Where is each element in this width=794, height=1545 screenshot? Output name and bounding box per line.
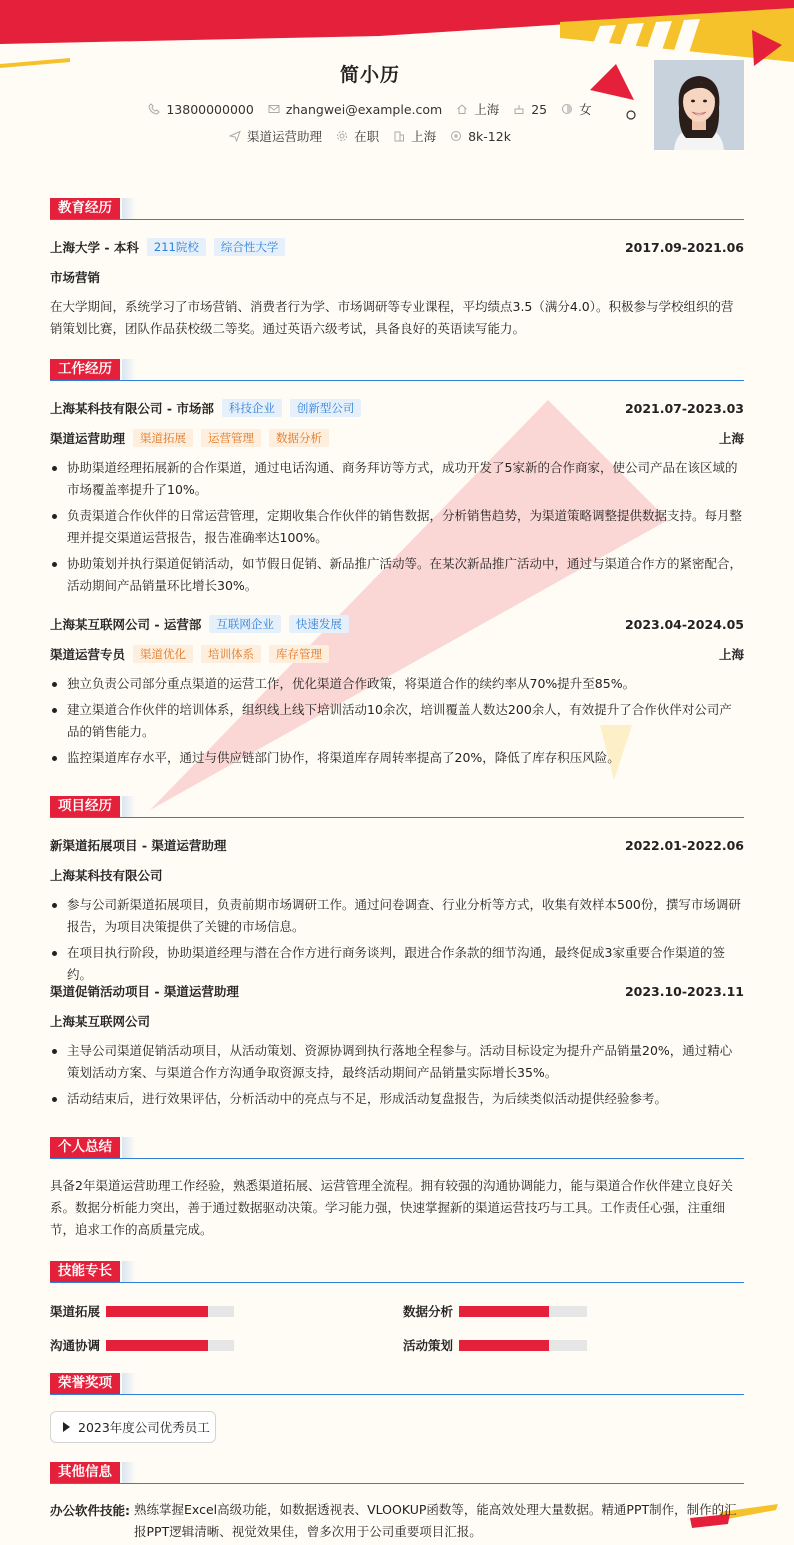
skill-item [50,1336,234,1354]
candidate-name: 简小历 [339,64,400,86]
list-item: 协助策划并执行渠道促销活动，如节假日促销、新品推广活动等。在某次新品推广活动中，通过与渠道合作方的紧密配合，活动期间产品销量环比增长30%。 [50,553,744,597]
gear-icon [336,130,348,142]
company-tag: 科技企业 [222,399,282,417]
skill-item [50,1302,234,1320]
section-title-tail [122,359,136,380]
job-duties-list [50,673,744,773]
section-title: 技能专长 [50,1261,120,1282]
other-section [50,1462,744,1484]
section-header [50,359,744,381]
school-tag: 211院校 [147,238,206,256]
job-role: 渠道运营助理 [50,431,126,446]
award-item[interactable] [50,1411,216,1443]
company-tag: 互联网企业 [209,615,281,633]
project-company: 上海某互联网公司 [50,1014,151,1029]
job-city: 上海 [718,647,744,662]
skill-level-bar [459,1340,587,1351]
education-header-row [50,238,744,256]
project-name: 新渠道拓展项目 - 渠道运营助理 [50,838,227,853]
target-city-info [393,127,436,145]
list-item: 主导公司渠道促销活动项目，从活动策划、资源协调到执行落地全程参与。活动目标设定为提升产品销量20%，通过精心策划活动方案、与渠道合作方沟通争取资源支持，最终活动期间产品销量实际增长35%。 [50,1040,744,1084]
skill-name: 渠道拓展 [50,1304,101,1319]
section-header [50,1373,744,1395]
major-row [50,268,744,286]
projects-section [50,796,744,818]
section-header [50,796,744,818]
status-text: 在职 [354,129,380,144]
section-title: 其他信息 [50,1462,120,1483]
job-intent-row [50,127,690,145]
section-title: 项目经历 [50,796,120,817]
list-item: 在项目执行阶段，协助渠道经理与潜在合作方进行商务谈判，跟进合作条款的细节沟通，最终促成3家重要合作渠道的签约。 [50,942,744,986]
section-title-tail [122,796,136,817]
other-text: 熟练掌握Excel高级功能，如数据透视表、VLOOKUP函数等，能高效处理大量数据。精通PPT制作，制作的汇报PPT逻辑清晰、视觉效果佳，曾多次用于公司重要项目汇报。 [134,1502,737,1539]
job-role-row [50,429,744,447]
skill-name: 数据分析 [403,1304,454,1319]
target-job-text: 渠道运营助理 [247,129,323,144]
section-title: 荣誉奖项 [50,1373,120,1394]
job-period: 2021.07-2023.03 [624,400,744,416]
building-icon [393,130,405,142]
job-company-row [50,615,744,633]
project-duties-list [50,894,744,990]
project-header-row [50,982,744,1000]
list-item: 监控渠道库存水平，通过与供应链部门协作，将渠道库存周转率提高了20%，降低了库存积压风险。 [50,747,744,769]
skills-section [50,1261,744,1283]
role-tag: 培训体系 [201,645,261,663]
skill-level-fill [106,1340,208,1351]
job-role: 渠道运营专员 [50,647,126,662]
section-title-tail [122,1462,136,1483]
phone-text: 13800000000 [166,101,254,117]
target-job-info [229,127,322,145]
salary-text: 8k-12k [468,128,511,144]
hometown-text: 上海 [474,102,500,117]
skill-level-fill [459,1340,549,1351]
mail-icon [268,103,280,115]
education-description: 在大学期间，系统学习了市场营销、消费者行为学、市场调研等专业课程，平均绩点3.5（满分4.0）。积极参与学校组织的营销策划比赛，团队作品获校级二等奖。通过英语六级考试，具备良好的英语读写能力。 [50,299,734,336]
cake-icon [513,103,525,115]
education-section [50,198,744,220]
section-title: 个人总结 [50,1137,120,1158]
major-name: 市场营销 [50,270,101,285]
job-company-row [50,399,744,417]
role-tag: 渠道拓展 [133,429,193,447]
project-header-row [50,836,744,854]
phone-info [148,102,253,117]
gender-text: 女 [579,102,592,117]
list-item: 建立渠道合作伙伴的培训体系，组织线上线下培训活动10余次，培训覆盖人数达200余人，有效提升了合作伙伴对公司产品的销售能力。 [50,699,744,743]
section-title-tail [122,1373,136,1394]
honors-section [50,1373,744,1395]
salary-info [450,129,511,144]
list-item: 独立负责公司部分重点渠道的运营工作，优化渠道合作政策，将渠道合作的续约率从70%提升至85%。 [50,673,744,695]
status-info [336,127,379,145]
school-name: 上海大学 - 本科 [50,240,139,255]
school-tag: 综合性大学 [214,238,286,256]
company-name: 上海某科技有限公司 - 市场部 [50,401,214,416]
project-duties-list [50,1040,744,1114]
role-tag: 渠道优化 [133,645,193,663]
job-period: 2023.04-2024.05 [624,616,744,632]
job-city: 上海 [718,431,744,446]
age-info [513,102,547,117]
section-title: 教育经历 [50,198,120,219]
skill-name: 活动策划 [403,1338,454,1353]
section-title-tail [122,1261,136,1282]
contact-row [50,100,690,118]
target-icon [450,130,462,142]
hometown-info [456,100,499,118]
section-header [50,198,744,220]
project-name: 渠道促销活动项目 - 渠道运营助理 [50,984,239,999]
home-icon [456,103,468,115]
project-company: 上海某科技有限公司 [50,868,163,883]
work-section [50,359,744,381]
project-period: 2022.01-2022.06 [624,837,744,853]
section-title-tail [122,1137,136,1158]
gender-icon [561,103,573,115]
section-header [50,1261,744,1283]
gender-info [561,100,592,118]
play-arrow-icon [63,1422,70,1432]
age-text: 25 [531,101,548,117]
skill-level-fill [106,1306,208,1317]
list-item: 参与公司新渠道拓展项目，负责前期市场调研工作。通过问卷调查、行业分析等方式，收集有效样本500份，撰写市场调研报告，为项目决策提供了关键的市场信息。 [50,894,744,938]
email-text: zhangwei@example.com [285,101,443,117]
company-tag: 快速发展 [289,615,349,633]
project-company-row [50,1012,744,1030]
avatar-illustration [654,60,744,150]
phone-icon [148,103,160,115]
email-info [268,102,442,117]
skill-level-bar [106,1306,234,1317]
send-icon [229,130,241,142]
role-tag: 运营管理 [201,429,261,447]
role-tag: 库存管理 [269,645,329,663]
role-tag: 数据分析 [269,429,329,447]
section-title: 工作经历 [50,359,120,380]
skill-level-fill [459,1306,549,1317]
list-item: 负责渠道合作伙伴的日常运营管理，定期收集合作伙伴的销售数据，分析销售趋势，为渠道策略调整提供数据支持。每月整理并提交渠道运营报告，报告准确率达100%。 [50,505,744,549]
skill-level-bar [106,1340,234,1351]
company-tag: 创新型公司 [290,399,362,417]
section-header [50,1137,744,1159]
profile-photo [654,60,744,150]
job-role-row [50,645,744,663]
target-city-text: 上海 [411,129,437,144]
skill-item [403,1302,587,1320]
project-period: 2023.10-2023.11 [624,983,744,999]
section-header [50,1462,744,1484]
skill-level-bar [459,1306,587,1317]
education-period: 2017.09-2021.06 [624,239,744,255]
project-company-row [50,866,744,884]
company-name: 上海某互联网公司 - 运营部 [50,617,202,632]
skill-item [403,1336,587,1354]
section-title-tail [122,198,136,219]
skill-name: 沟通协调 [50,1338,101,1353]
job-duties-list [50,457,744,601]
list-item: 活动结束后，进行效果评估，分析活动中的亮点与不足，形成活动复盘报告，为后续类似活动提供经验参考。 [50,1088,744,1110]
other-label: 办公软件技能: [50,1503,130,1518]
award-label: 2023年度公司优秀员工 [78,1420,210,1435]
list-item: 协助渠道经理拓展新的合作渠道，通过电话沟通、商务拜访等方式，成功开发了5家新的合作商家，使公司产品在该区域的市场覆盖率提升了10%。 [50,457,744,501]
summary-text: 具备2年渠道运营助理工作经验，熟悉渠道拓展、运营管理全流程。拥有较强的沟通协调能力，能与渠道合作伙伴建立良好关系。数据分析能力突出，善于通过数据驱动决策。学习能力强，快速掌握新的渠道运营技巧与工具。工作责任心强，注重细节，追求工作的高质量完成。 [50,1178,733,1237]
summary-section [50,1137,744,1159]
